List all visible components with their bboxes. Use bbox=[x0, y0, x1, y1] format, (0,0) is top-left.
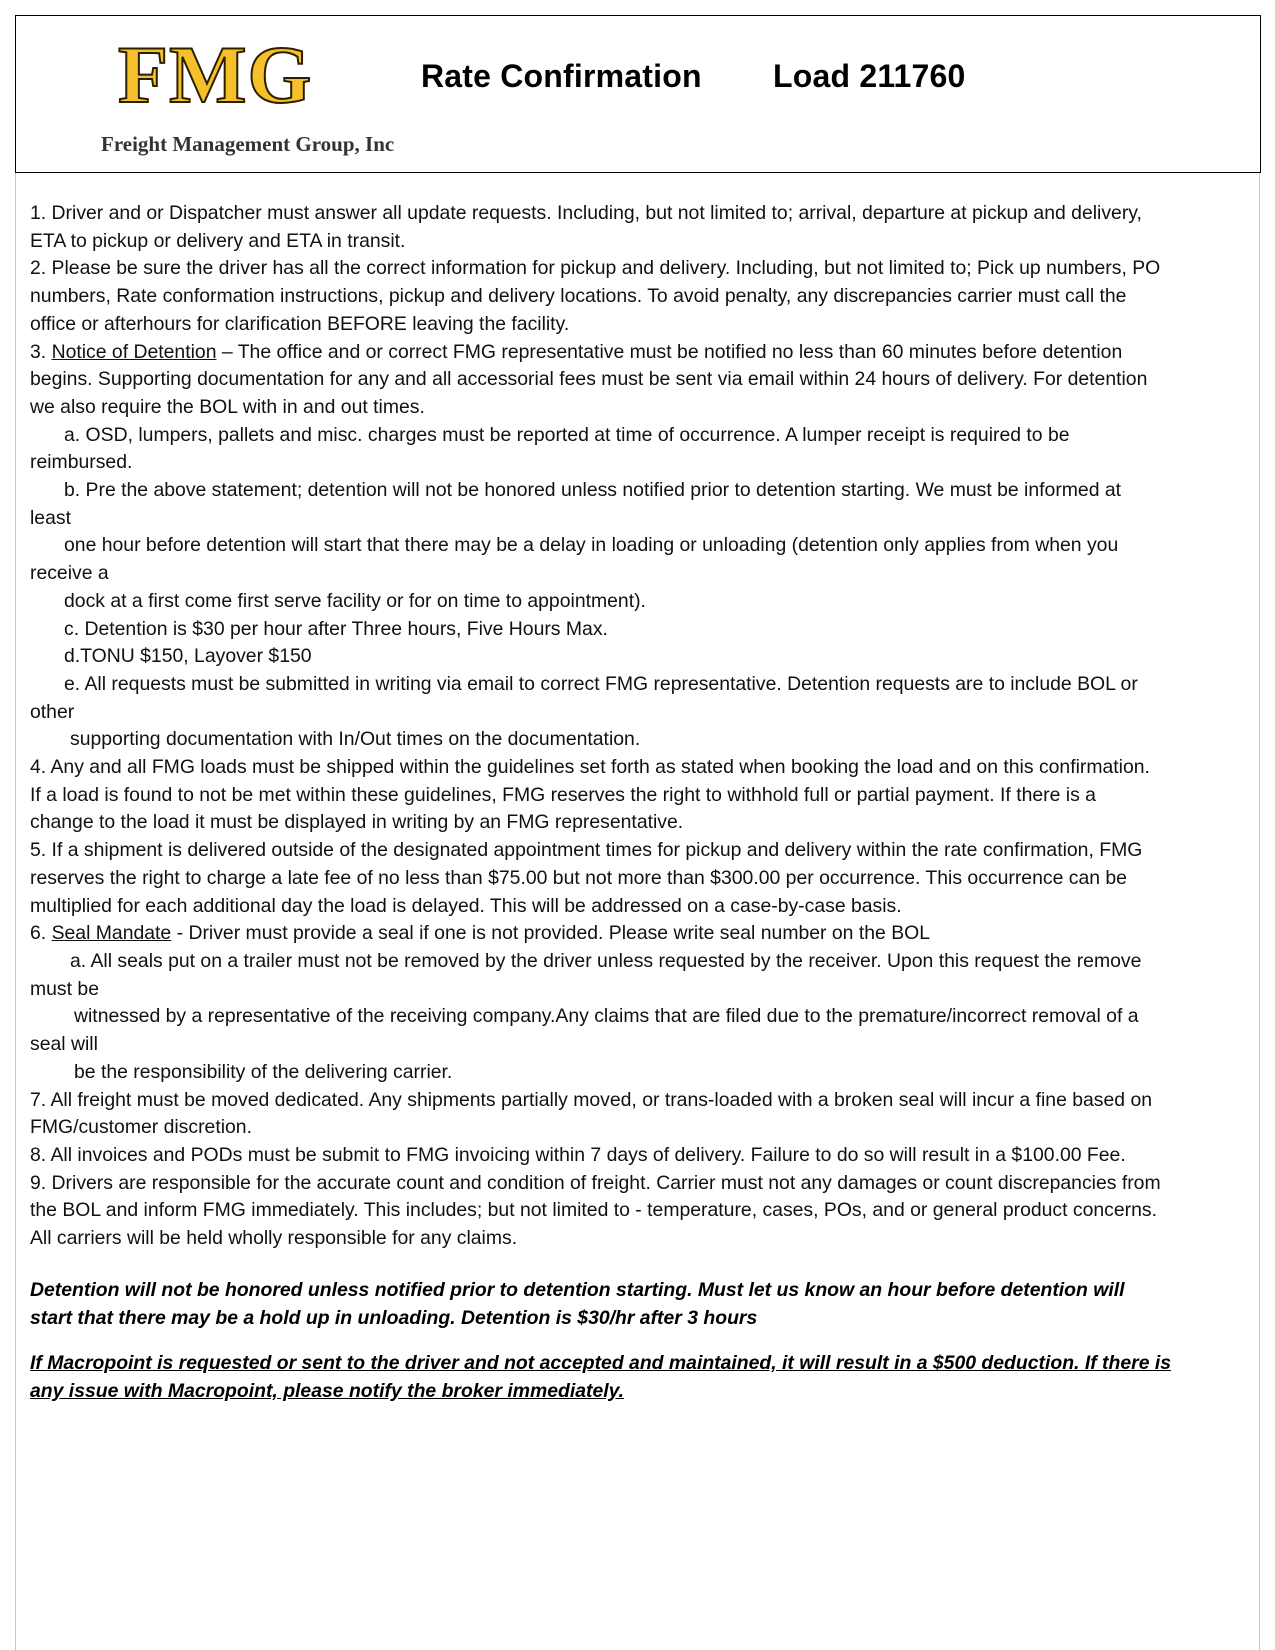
page-border-left bbox=[15, 173, 16, 1650]
terms-line-prefix: 3. bbox=[30, 340, 52, 363]
logo-subtitle: Freight Management Group, Inc bbox=[101, 132, 395, 156]
logo-wordmark: FMG bbox=[118, 29, 313, 120]
macropoint-note-line: any issue with Macropoint, please notify the broker immediately. bbox=[30, 1379, 625, 1402]
terms-line: a. OSD, lumpers, pallets and misc. charges must be reported at time of occurrence. A lumper receipt is required to be bbox=[64, 423, 1070, 446]
terms-line: one hour before detention will start that there may be a delay in loading or unloading (detention only applies from when you bbox=[64, 534, 1119, 557]
terms-line: e. All requests must be submitted in writing via email to correct FMG representative. Detention requests are to include BOL or bbox=[64, 672, 1138, 695]
terms-line: least bbox=[30, 506, 71, 529]
section-heading: Notice of Detention bbox=[51, 340, 217, 363]
terms-line-prefix: 6. bbox=[30, 922, 52, 945]
terms-line: FMG/customer discretion. bbox=[30, 1116, 252, 1139]
terms-line: reimbursed. bbox=[30, 451, 133, 474]
terms-line: 1. Driver and or Dispatcher must answer all update requests. Including, but not limited to; arrival, departure at pickup and delivery, bbox=[30, 202, 1142, 224]
terms-line-text: - Driver must provide a seal if one is not provided. Please write seal number on the BOL bbox=[171, 922, 930, 945]
load-number: Load 211760 bbox=[773, 58, 966, 94]
terms-line: other bbox=[30, 700, 75, 723]
terms-line: must be bbox=[30, 977, 99, 1000]
terms-line: supporting documentation with In/Out times on the documentation. bbox=[70, 728, 641, 751]
document-title: Rate Confirmation bbox=[421, 58, 702, 94]
terms-line: seal will bbox=[30, 1033, 98, 1056]
terms-line: reserves the right to charge a late fee of no less than $75.00 but not more than $300.00 per occurrence. This occurrence can be bbox=[30, 866, 1127, 889]
section-heading: Seal Mandate bbox=[51, 922, 172, 945]
terms-line: office or afterhours for clarification BEFORE leaving the facility. bbox=[30, 312, 570, 335]
terms-line: numbers, Rate conformation instructions, pickup and delivery locations. To avoid penalty, any discrepancies carrier must call the bbox=[30, 285, 1127, 308]
terms-line: we also require the BOL with in and out times. bbox=[30, 395, 425, 418]
fmg-logo bbox=[101, 29, 401, 164]
terms-line: ETA to pickup or delivery and ETA in transit. bbox=[30, 229, 406, 252]
terms-line: receive a bbox=[30, 562, 109, 585]
terms-line: 5. If a shipment is delivered outside of the designated appointment times for pickup and delivery within the rate confirmation, FMG bbox=[30, 839, 1143, 862]
terms-line: the BOL and inform FMG immediately. This includes; but not limited to - temperature, cases, POs, and or general product concerns. bbox=[30, 1199, 1157, 1222]
terms-line: begins. Supporting documentation for any and all accessorial fees must be sent via email within 24 hours of delivery. For detention bbox=[30, 368, 1148, 391]
macropoint-note-line: If Macropoint is requested or sent to the driver and not accepted and maintained, it will result in a $500 deduction. If there is bbox=[30, 1352, 1172, 1374]
terms-line: All carriers will be held wholly responsible for any claims. bbox=[30, 1227, 518, 1250]
detention-note-line: Detention will not be honored unless notified prior to detention starting. Must let us know an hour before detention will bbox=[30, 1279, 1125, 1301]
terms-line: multiplied for each additional day the load is delayed. This will be addressed on a case-by-case basis. bbox=[30, 894, 902, 917]
terms-line: witnessed by a representative of the receiving company.Any claims that are filed due to the premature/incorrect removal of a bbox=[74, 1005, 1139, 1028]
terms-line bbox=[30, 920, 1258, 948]
terms-line: c. Detention is $30 per hour after Three hours, Five Hours Max. bbox=[64, 617, 608, 640]
macropoint-note bbox=[30, 1350, 1258, 1405]
terms-line: change to the load it must be displayed in writing by an FMG representative. bbox=[30, 811, 684, 834]
terms-line: 4. Any and all FMG loads must be shipped within the guidelines set forth as stated when booking the load and on this confirmation. bbox=[30, 756, 1150, 779]
terms-line: d.TONU $150, Layover $150 bbox=[64, 645, 312, 668]
terms-line-text: – The office and or correct FMG representative must be notified no less than 60 minutes before detention bbox=[216, 340, 1123, 363]
header-box bbox=[15, 15, 1261, 173]
terms-line: a. All seals put on a trailer must not be removed by the driver unless requested by the receiver. Upon this request the remove bbox=[70, 949, 1142, 972]
terms-line: dock at a first come first serve facility or for on time to appointment). bbox=[64, 589, 646, 612]
detention-note-line: start that there may be a hold up in unloading. Detention is $30/hr after 3 hours bbox=[30, 1306, 758, 1329]
terms-line: 9. Drivers are responsible for the accurate count and condition of freight. Carrier must not any damages or count discrepancies from bbox=[30, 1171, 1161, 1194]
detention-note bbox=[30, 1277, 1258, 1332]
page-border-right bbox=[1259, 173, 1260, 1650]
terms-line: be the responsibility of the delivering carrier. bbox=[74, 1060, 453, 1083]
terms-body bbox=[30, 200, 1258, 1253]
terms-line: If a load is found to not be met within these guidelines, FMG reserves the right to withhold full or partial payment. If there is a bbox=[30, 783, 1096, 806]
terms-line: 7. All freight must be moved dedicated. Any shipments partially moved, or trans-loaded with a broken seal will incur a fine based on bbox=[30, 1088, 1153, 1111]
terms-line: 2. Please be sure the driver has all the correct information for pickup and delivery. Including, but not limited to; Pick up numbers, PO bbox=[30, 257, 1161, 280]
terms-line: 8. All invoices and PODs must be submit to FMG invoicing within 7 days of delivery. Failure to do so will result in a $100.00 Fee. bbox=[30, 1143, 1126, 1166]
terms-line bbox=[30, 339, 1258, 367]
terms-line: b. Pre the above statement; detention will not be honored unless notified prior to detention starting. We must be informed at bbox=[64, 479, 1122, 502]
